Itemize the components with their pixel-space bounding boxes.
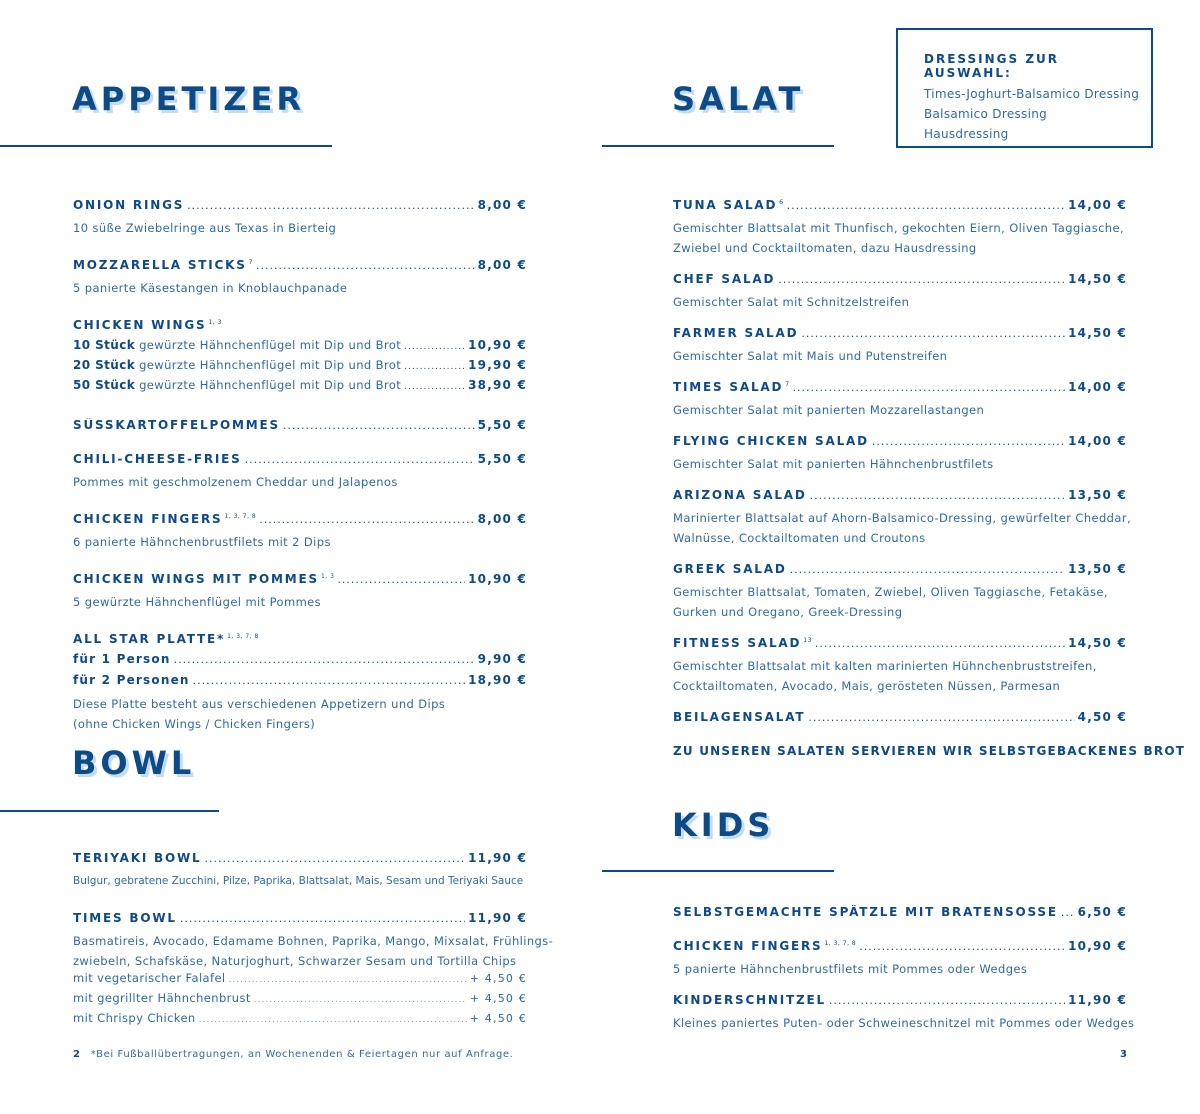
- item-name: MOZZARELLA STICKS $^7$: [73, 258, 253, 272]
- item-description: 5 panierte Hähnchenbrustfilets mit Pommes oder Wedges: [673, 962, 1028, 976]
- item-name: BEILAGENSALAT: [673, 710, 806, 724]
- item-description: (ohne Chicken Wings / Chicken Fingers): [73, 717, 316, 731]
- bowl-extra: mit gegrillter Hähnchenbrust ..... + 4,50 €: [73, 991, 527, 1011]
- item-price: 14,00 €: [1068, 198, 1127, 212]
- item-price: 13,50 €: [1068, 488, 1127, 502]
- item-name: TERIYAKI BOWL: [73, 851, 202, 865]
- item-price: 10,90 €: [1068, 939, 1127, 953]
- item-name: ARIZONA SALAD: [673, 488, 807, 502]
- item-description: Gemischter Blattsalat, Tomaten, Zwiebel, Oliven Taggiasche, Fetakäse,: [673, 585, 1108, 599]
- menu-item: [73, 418, 527, 438]
- item-description: Gemischter Blattsalat mit Thunfisch, gekochten Eiern, Oliven Taggiasche,: [673, 221, 1125, 235]
- item-description: Gemischter Salat mit panierten Hähnchenbrustfilets: [673, 457, 994, 471]
- item-description: Gemischter Salat mit panierten Mozzarellastangen: [673, 403, 985, 417]
- dressing-item: Hausdressing: [924, 127, 1009, 141]
- item-price: 14,00 €: [1068, 434, 1127, 448]
- allergen-sup: 1, 3, 7, 8: [227, 633, 259, 640]
- menu-item: [73, 572, 527, 612]
- dressings-title: DRESSINGS ZUR AUSWAHL:: [924, 52, 1060, 80]
- item-description: Pommes mit geschmolzenem Cheddar und Jalapenos: [73, 475, 398, 489]
- item-name: TIMES SALAD $^7$: [673, 380, 790, 394]
- item-description: Bulgur, gebratene Zucchini, Pilze, Paprika, Blattsalat, Mais, Sesam und Teriyaki Sauce: [73, 875, 524, 887]
- menu-item: [73, 851, 527, 891]
- item-price: 14,50 €: [1068, 272, 1127, 286]
- menu-item: [73, 512, 527, 552]
- item-name: TUNA SALAD $^6$: [673, 198, 784, 212]
- item-price: 11,90 €: [1068, 993, 1127, 1007]
- leader-dots: [205, 852, 466, 865]
- appetizer-list: [73, 198, 527, 754]
- item-description: Gurken und Oregano, Greek-Dressing: [673, 605, 903, 619]
- menu-item: [73, 318, 527, 398]
- allergen-sup: 1, 3, 7, 8: [824, 940, 857, 947]
- item-name: GREEK SALAD: [673, 562, 787, 576]
- allergen-sup: 7: [248, 259, 253, 266]
- allergen-sup: 1, 3: [208, 319, 222, 326]
- item-name: CHICKEN WINGS $^{1, 3}$: [73, 318, 222, 332]
- allergen-sup: 1, 3: [320, 573, 335, 580]
- item-name: CHICKEN FINGERS $^{1, 3, 7, 8}$: [73, 512, 257, 526]
- menu-item: [673, 939, 1127, 979]
- item-price: 8,00 €: [477, 198, 527, 212]
- allergen-sup: 13: [803, 637, 812, 644]
- item-price: 18,90 €: [468, 673, 527, 687]
- leader-dots: [256, 259, 475, 272]
- menu-item: [673, 905, 1127, 925]
- bowl-extra: mit Chrispy Chicken ..... + 4,50 €: [73, 1011, 527, 1031]
- dressing-item: Balsamico Dressing: [924, 107, 1048, 121]
- allergen-sup: 6: [779, 199, 784, 206]
- item-price: 10,90 €: [468, 572, 527, 586]
- item-name: ALL STAR PLATTE* $^{1, 3, 7, 8}$: [73, 632, 259, 646]
- item-name: TIMES BOWL: [73, 911, 177, 925]
- bowl-rule: [0, 810, 219, 812]
- bowl-title: BOWL: [72, 744, 196, 782]
- menu-item: [673, 636, 1127, 696]
- allergen-sup: 1, 3, 7, 8: [224, 513, 257, 520]
- leader-dots: [259, 513, 474, 526]
- item-name: FARMER SALAD: [673, 326, 799, 340]
- menu-item: [73, 258, 527, 298]
- item-description: zwiebeln, Schafskäse, Naturjoghurt, Schwarzer Sesam und Tortilla Chips: [73, 954, 517, 968]
- appetizer-title: APPETIZER: [72, 80, 305, 118]
- menu-item: [673, 993, 1135, 1033]
- item-name: SELBSTGEMACHTE SPÄTZLE MIT BRATENSOSSE: [673, 905, 1058, 919]
- leader-dots: [283, 419, 475, 432]
- salat-title: SALAT: [672, 80, 805, 118]
- menu-item: [73, 198, 527, 238]
- menu-item: [673, 380, 1127, 420]
- menu-item: [73, 911, 554, 1031]
- appetizer-rule: [0, 145, 332, 147]
- item-description: 10 süße Zwiebelringe aus Texas in Bierteig: [73, 221, 337, 235]
- item-price: 13,50 €: [1068, 562, 1127, 576]
- item-name: FITNESS SALAD $^{13}$: [673, 636, 812, 650]
- item-price: 14,00 €: [1068, 380, 1127, 394]
- item-price: 14,50 €: [1068, 636, 1127, 650]
- platter-option: für 1 Person: [73, 652, 171, 666]
- leader-dots: [187, 199, 474, 212]
- item-name: CHICKEN WINGS MIT POMMES $^{1, 3}$: [73, 572, 335, 586]
- item-description: Basmatireis, Avocado, Edamame Bohnen, Paprika, Mango, Mixsalat, Frühlings-: [73, 934, 554, 948]
- kids-rule: [602, 870, 834, 872]
- item-description: Walnüsse, Cocktailtomaten und Croutons: [673, 531, 926, 545]
- bowl-extra: mit vegetarischer Falafel ..... + 4,50 €: [73, 971, 527, 991]
- menu-item: [673, 272, 1127, 312]
- item-description: Gemischter Blattsalat mit kalten marinierten Hühnchenbruststreifen,: [673, 659, 1097, 673]
- item-price: 8,00 €: [477, 258, 527, 272]
- menu-item: [673, 434, 1127, 474]
- page-number: 3: [1120, 1049, 1128, 1060]
- item-description: Diese Platte besteht aus verschiedenen Appetizern und Dips: [73, 697, 446, 711]
- menu-item: [73, 452, 527, 492]
- footer-note: *Bei Fußballübertragungen, an Wochenenden & Feiertagen nur auf Anfrage.: [90, 1049, 514, 1060]
- leader-dots: [245, 453, 475, 466]
- item-description: Zwiebel und Cocktailtomaten, dazu Hausdressing: [673, 241, 977, 255]
- item-description: Marinierter Blattsalat auf Ahorn-Balsamico-Dressing, gewürfelter Cheddar,: [673, 511, 1132, 525]
- item-name: CHICKEN FINGERS $^{1, 3, 7, 8}$: [673, 939, 857, 953]
- wings-option: 20 Stück gewürzte Hähnchenflügel mit Dip und Brot ..... 19,90 €: [73, 358, 527, 378]
- menu-item: [673, 326, 1127, 366]
- item-description: 6 panierte Hähnchenbrustfilets mit 2 Dips: [73, 535, 331, 549]
- item-description: 5 gewürzte Hähnchenflügel mit Pommes: [73, 595, 322, 609]
- item-description: Gemischter Salat mit Mais und Putenstreifen: [673, 349, 948, 363]
- item-description: Gemischter Salat mit Schnitzelstreifen: [673, 295, 910, 309]
- item-price: 4,50 €: [1077, 710, 1127, 724]
- item-name: CHILI-CHEESE-FRIES: [73, 452, 242, 466]
- kids-list: [673, 905, 1135, 1053]
- wings-option: 50 Stück gewürzte Hähnchenflügel mit Dip und Brot ..... 38,90 €: [73, 378, 527, 398]
- leader-dots: [180, 912, 465, 925]
- platter-option: für 2 Personen: [73, 673, 190, 687]
- menu-item: [73, 632, 527, 734]
- leader-dots: [337, 573, 465, 586]
- item-price: 5,50 €: [477, 452, 527, 466]
- item-name: CHEF SALAD: [673, 272, 776, 286]
- salat-list: [673, 198, 1186, 758]
- item-price: 9,90 €: [477, 652, 527, 666]
- footer-left: [73, 1049, 513, 1060]
- menu-item: [673, 488, 1132, 548]
- footer-right: [1120, 1049, 1128, 1060]
- item-price: 14,50 €: [1068, 326, 1127, 340]
- bowl-list: [73, 851, 554, 1051]
- menu-item: [673, 710, 1127, 730]
- salat-rule: [602, 145, 834, 147]
- allergen-sup: 7: [785, 381, 790, 388]
- item-name: ONION RINGS: [73, 198, 185, 212]
- wings-option: 10 Stück gewürzte Hähnchenflügel mit Dip und Brot ..... 10,90 €: [73, 338, 527, 358]
- kids-title: KIDS: [672, 806, 775, 844]
- item-description: Kleines paniertes Puten- oder Schweineschnitzel mit Pommes oder Wedges: [673, 1016, 1135, 1030]
- item-price: 11,90 €: [468, 911, 527, 925]
- item-name: SÜSSKARTOFFELPOMMES: [73, 418, 280, 432]
- item-description: 5 panierte Käsestangen in Knoblauchpanade: [73, 281, 348, 295]
- menu-item: [673, 562, 1127, 622]
- dressing-item: Times-Joghurt-Balsamico Dressing: [924, 87, 1140, 101]
- dressings-box: [896, 28, 1153, 148]
- page-number: 2: [73, 1049, 81, 1060]
- bread-note: ZU UNSEREN SALATEN SERVIEREN WIR SELBSTGEBACKENES BROT: [673, 744, 1186, 758]
- item-price: 5,50 €: [477, 418, 527, 432]
- item-name: KINDERSCHNITZEL: [673, 993, 826, 1007]
- item-name: FLYING CHICKEN SALAD: [673, 434, 869, 448]
- item-price: 11,90 €: [468, 851, 527, 865]
- item-price: 8,00 €: [477, 512, 527, 526]
- menu-item: [673, 198, 1127, 258]
- item-description: Cocktailtomaten, Avocado, Mais, gerösteten Nüssen, Parmesan: [673, 679, 1061, 693]
- item-price: 6,50 €: [1077, 905, 1127, 919]
